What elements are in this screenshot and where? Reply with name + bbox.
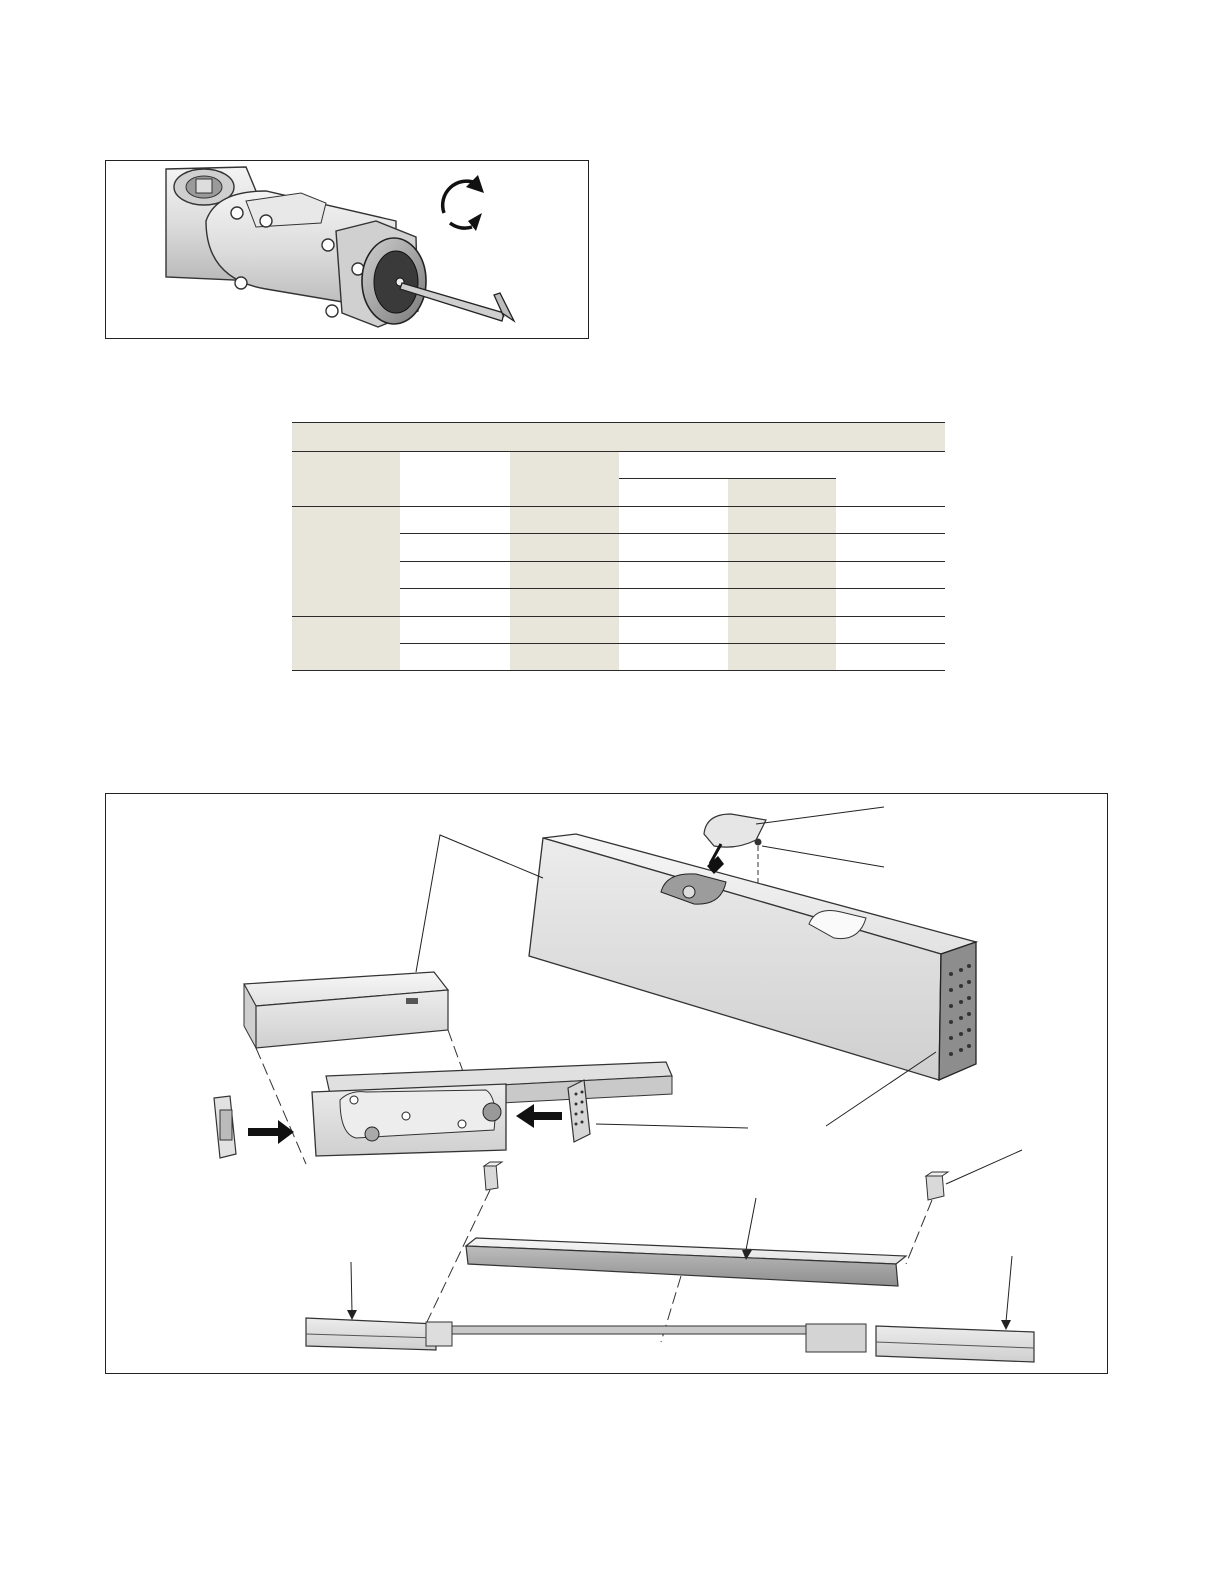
end-plate-left-icon — [214, 1096, 236, 1158]
closer-body-with-track-icon — [312, 1062, 672, 1156]
small-end-cap-right-icon — [926, 1172, 948, 1200]
rotate-arrows-icon — [443, 175, 484, 231]
track-left-icon — [306, 1318, 436, 1350]
connecting-rod-icon — [426, 1322, 866, 1352]
row-group-2 — [292, 616, 400, 671]
table-rule — [400, 561, 945, 562]
exploded-assembly-figure — [105, 793, 1108, 1374]
table-rule — [400, 643, 945, 644]
table-header — [292, 422, 945, 451]
table-rule — [292, 616, 945, 617]
table-rule — [619, 478, 836, 479]
row-group-header — [292, 451, 400, 506]
specification-table — [292, 422, 945, 671]
small-end-cap-left-icon — [484, 1162, 502, 1190]
exploded-assembly-illustration — [106, 794, 1107, 1373]
table-rule — [400, 588, 945, 589]
cover-shell-icon — [529, 834, 976, 1080]
closer-adjustment-illustration — [106, 161, 588, 338]
table-rule — [292, 670, 945, 671]
table-rule — [400, 533, 945, 534]
adjustment-figure — [105, 160, 589, 339]
track-cover-icon — [466, 1238, 906, 1286]
screw-icon — [755, 839, 762, 887]
row-group-1 — [292, 506, 400, 616]
table-rule — [292, 506, 945, 507]
table-rule — [292, 422, 945, 423]
door-closer-body-icon — [166, 167, 426, 327]
front-cover-plate-icon — [244, 972, 448, 1048]
table-rule — [292, 451, 945, 452]
track-right-icon — [876, 1326, 1034, 1362]
